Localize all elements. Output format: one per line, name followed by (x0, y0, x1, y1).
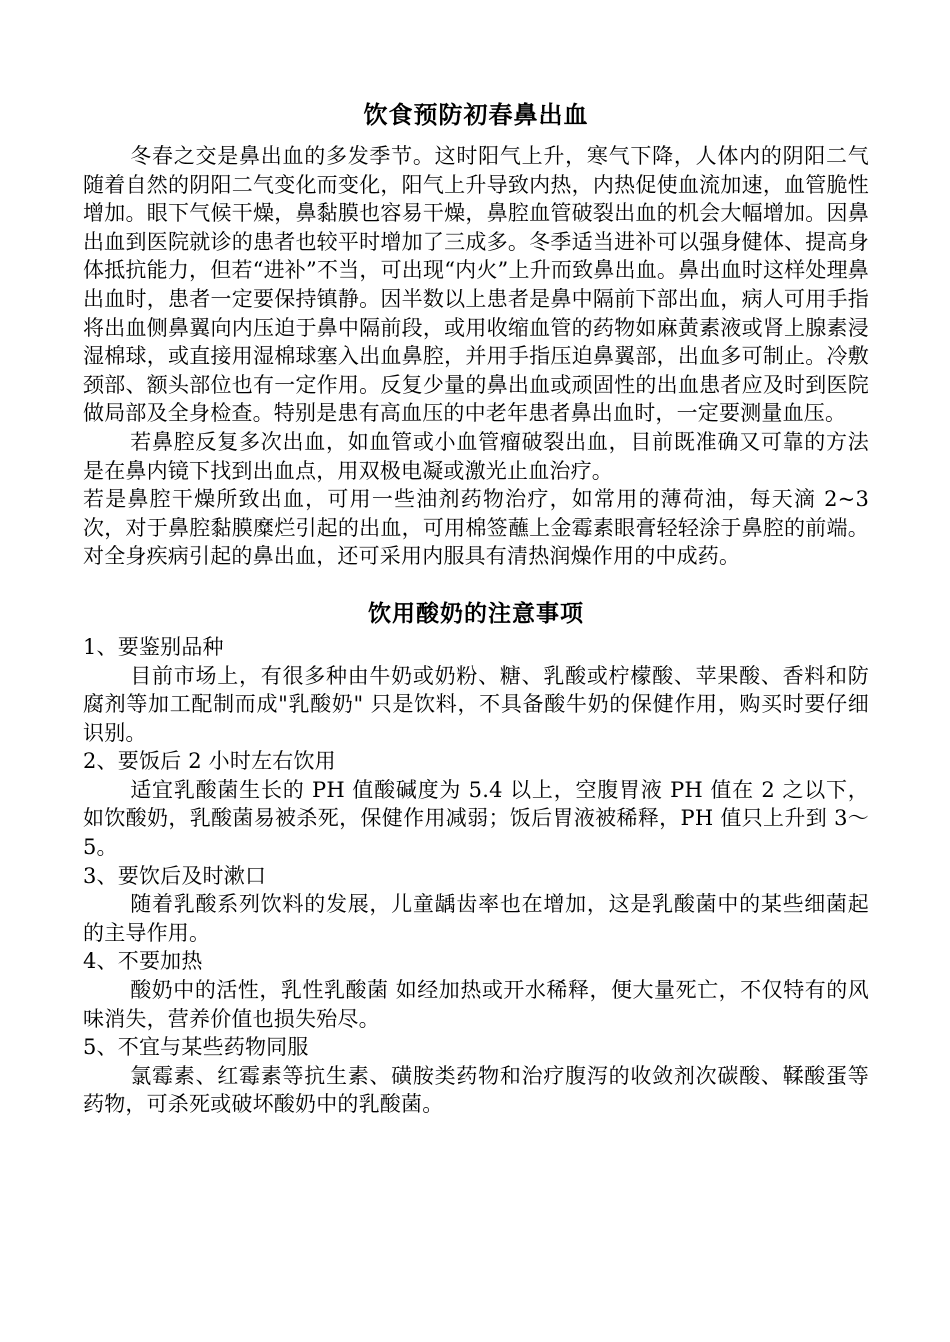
section-body-4: 酸奶中的活性，乳性乳酸菌 如经加热或开水稀释，便大量死亡，不仅特有的风味消失，营养价值也损失殆尽。 (83, 978, 869, 1031)
article1-paragraph-3: 若是鼻腔干燥所致出血，可用一些油剂药物治疗，如常用的薄荷油，每天滴 2~3 次，对于鼻腔黏膜糜烂引起的出血，可用棉签蘸上金霉素眼膏轻轻涂于鼻腔的前端。对全身疾病引起的鼻出血，还可采用内服具有清热润燥作用的中成药。 (83, 487, 869, 569)
section-heading-3: 3、要饮后及时漱口 (83, 863, 267, 888)
section-heading-4: 4、不要加热 (83, 949, 203, 974)
section-body-1: 目前市场上，有很多种由牛奶或奶粉、糖、乳酸或柠檬酸、苹果酸、香料和防腐剂等加工配制而成"乳酸奶" 只是饮料，不具备酸牛奶的保健作用，购买时要仔细识别。 (83, 663, 869, 745)
section-heading-5: 5、不宜与某些药物同服 (83, 1035, 309, 1060)
section-body-5: 氯霉素、红霉素等抗生素、磺胺类药物和治疗腹泻的收敛剂次碳酸、鞣酸蛋等药物，可杀死或破坏酸奶中的乳酸菌。 (83, 1063, 869, 1117)
article-title-nosebleed: 饮食预防初春鼻出血 (363, 100, 589, 129)
article1-paragraph-1: 冬春之交是鼻出血的多发季节。这时阳气上升，寒气下降，人体内的阴阳二气随着自然的阴阳二气变化而变化，阳气上升导致内热，内热促使血流加速，血管脆性增加。眼下气候干燥，鼻黏膜也容易干燥，鼻腔血管破裂出血的机会大幅增加。因鼻出血到医院就诊的患者也较平时增加了三成多。冬季适当进补可以强身健体、提高身体抵抗能力，但若“进补”不当，可出现“内火”上升而致鼻出血。鼻出血时这样处理鼻出血时，患者一定要保持镇静。因半数以上患者是鼻中隔前下部出血，病人可用手指将出血侧鼻翼向内压迫于鼻中隔前段，或用收缩血管的药物如麻黄素液或肾上腺素浸湿棉球，或直接用湿棉球塞入出血鼻腔，并用手指压迫鼻翼部，出血多可制止。冷敷颈部、额头部位也有一定作用。反复少量的鼻出血或顽固性的出血患者应及时到医院做局部及全身检查。特别是患有高血压的中老年患者鼻出血时，一定要测量血压。 (83, 144, 869, 426)
article1-paragraph-2: 若鼻腔反复多次出血，如血管或小血管瘤破裂出血，目前既准确又可靠的方法是在鼻内镜下找到出血点，用双极电凝或激光止血治疗。 (83, 429, 869, 483)
section-body-3: 随着乳酸系列饮料的发展，儿童龋齿率也在增加，这是乳酸菌中的某些细菌起的主导作用。 (83, 892, 869, 945)
section-heading-2: 2、要饭后 2 小时左右饮用 (83, 749, 336, 774)
document-page (83, 100, 869, 1119)
section-heading-1: 1、要鉴别品种 (83, 634, 224, 659)
section-body-2: 适宜乳酸菌生长的 PH 值酸碱度为 5.4 以上，空腹胃液 PH 值在 2 之以下，如饮酸奶，乳酸菌易被杀死，保健作用减弱；饭后胃液被稀释，PH 值只上升到 3～5。 (83, 777, 869, 860)
article-title-yogurt: 饮用酸奶的注意事项 (368, 599, 584, 627)
